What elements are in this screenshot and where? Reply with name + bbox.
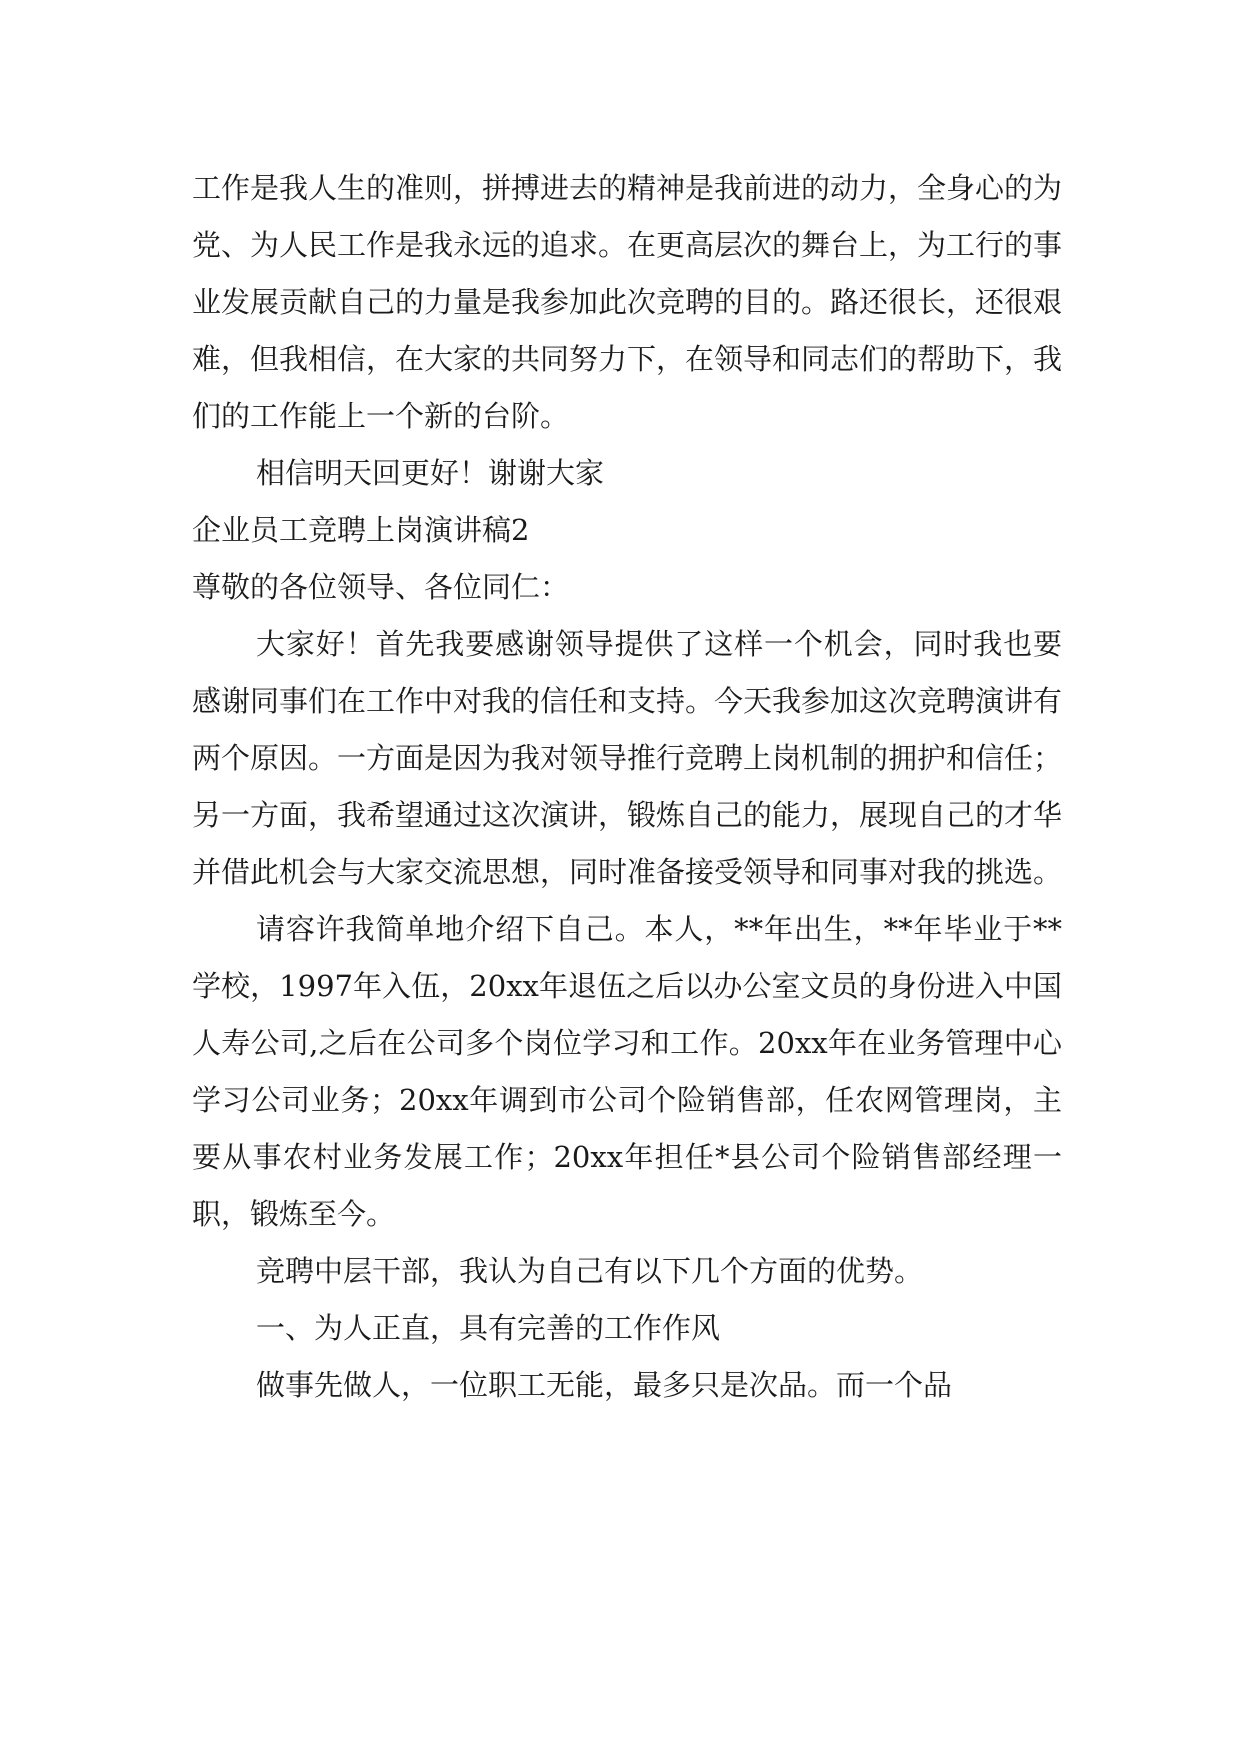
paragraph-thanks: 相信明天回更好！谢谢大家 [256,456,605,490]
section-heading-integrity: 一、为人正直，具有完善的工作作风 [256,1311,721,1345]
paragraph-closing-statement: 工作是我人生的准则，拼搏进去的精神是我前进的动力，全身心的为党、为人民工作是我永远的追求。在更高层次的舞台上，为工行的事业发展贡献自己的力量是我参加此次竞聘的目的。路还很长，还很艰难，但我相信，在大家的共同努力下，在领导和同志们的帮助下，我们的工作能上一个新的台阶。 [192,171,1063,433]
paragraph-advantages-intro: 竞聘中层干部，我认为自己有以下几个方面的优势。 [256,1254,924,1288]
paragraph-self-introduction: 请容许我简单地介绍下自己。本人，**年出生，**年毕业于**学校，1997年入伍，20xx年退伍之后以办公室文员的身份进入中国人寿公司,之后在公司多个岗位学习和工作。20xx年在业务管理中心学习公司业务；20xx年调到市公司个险销售部，任农网管理岗，主要从事农村业务发展工作；20xx年担任*县公司个险销售部经理一职，锻炼至今。 [192,912,1062,1231]
paragraph-greeting: 大家好！首先我要感谢领导提供了这样一个机会，同时我也要感谢同事们在工作中对我的信任和支持。今天我参加这次竞聘演讲有两个原因。一方面是因为我对领导推行竞聘上岗机制的拥护和信任；另一方面，我希望通过这次演讲，锻炼自己的能力，展现自己的才华并借此机会与大家交流思想，同时准备接受领导和同事对我的挑选。 [192,627,1063,889]
speech-title: 企业员工竞聘上岗演讲稿2 [192,513,530,547]
paragraph-integrity: 做事先做人，一位职工无能，最多只是次品。而一个品 [256,1368,953,1402]
salutation: 尊敬的各位领导、各位同仁： [192,570,570,604]
document-body [192,160,1062,1414]
